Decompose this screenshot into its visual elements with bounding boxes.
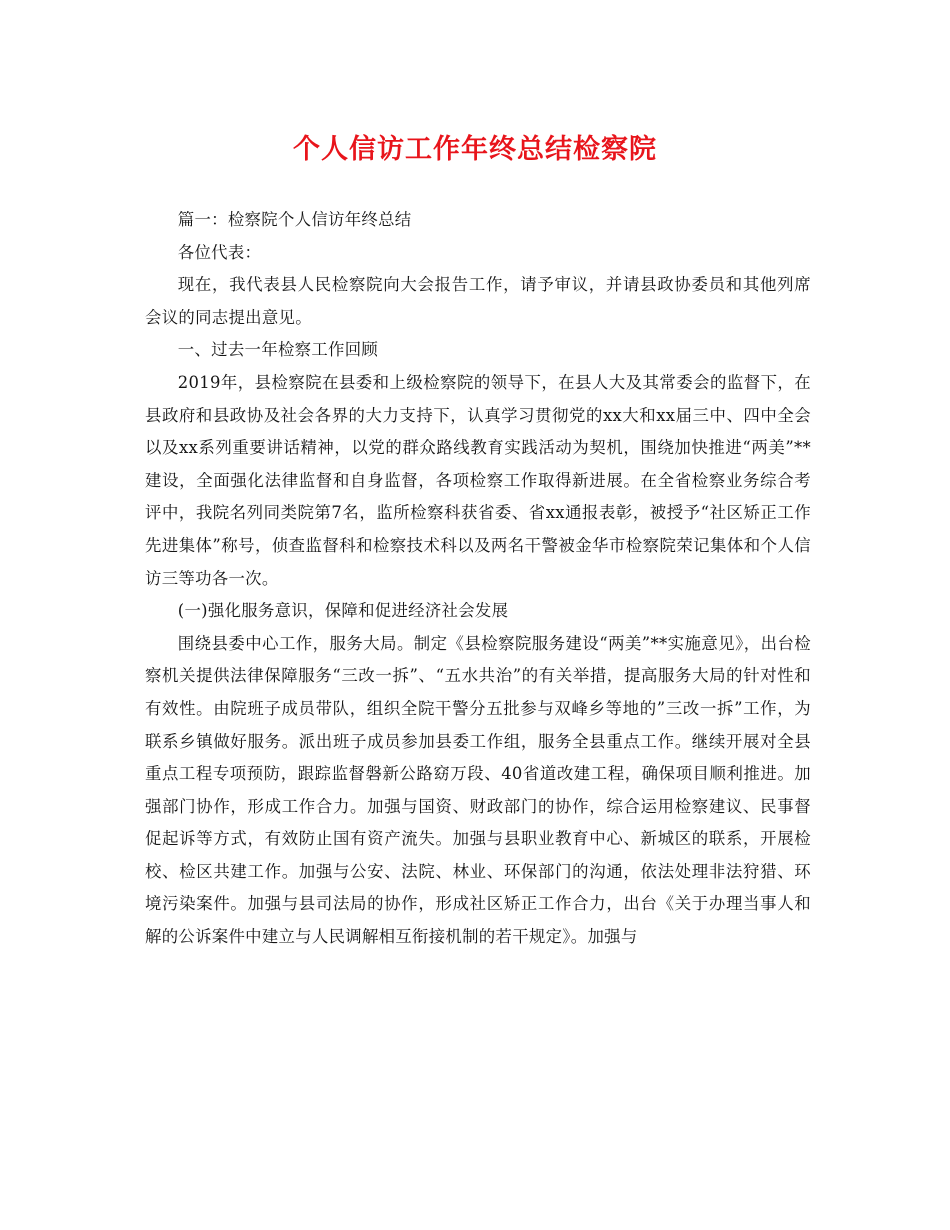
paragraph-subheading-service: (一)强化服务意识，保障和促进经济社会发展 bbox=[177, 601, 509, 621]
document-title: 个人信访工作年终总结检察院 bbox=[293, 134, 657, 165]
paragraph-section-heading: 篇一：检察院个人信访年终总结 bbox=[177, 210, 412, 229]
paragraph-review-body: 2019年，县检察院在县委和上级检察院的领导下，在县人大及其常委会的监督下，在县政府和县政协及社会各界的大力支持下，认真学习贯彻党的xx大和xx届三中、四中全会以及xx系列重要讲话精神，以党的群众路线教育实践活动为契机，围绕加快推进“两美”**建设，全面强化法律监督和自身监督，各项检察工作取得新进展。在全省检察业务综合考评中，我院名列同类院第7名，监所检察科获省委、省xx通报表彰，被授予“社区矫正工作先进集体”称号，侦查监督科和检察技术科以及两名干警被金华市检察院荣记集体和个人信访三等功各一次。 bbox=[145, 372, 811, 588]
paragraph-intro: 现在，我代表县人民检察院向大会报告工作，请予审议，并请县政协委员和其他列席会议的同志提出意见。 bbox=[145, 275, 811, 327]
paragraph-heading-review: 一、过去一年检察工作回顾 bbox=[177, 340, 379, 360]
paragraph-salutation: 各位代表： bbox=[177, 242, 262, 262]
paragraph-service-body: 围绕县委中心工作，服务大局。制定《县检察院服务建设“两美”**实施意见》，出台检察机关提供法律保障服务“三改一拆”、“五水共治”的有关举措，提高服务大局的针对性和有效性。由院班子成员带队，组织全院干警分五批参与双峰乡等地的”三改一拆”工作，为联系乡镇做好服务。派出班子成员参加县委工作组，服务全县重点工作。继续开展对全县重点工程专项预防，跟踪监督磐新公路窈万段、40省道改建工程，确保项目顺利推进。加强部门协作，形成工作合力。加强与国资、财政部门的协作，综合运用检察建议、民事督促起诉等方式，有效防止国有资产流失。加强与县职业教育中心、新城区的联系，开展检校、检区共建工作。加强与公安、法院、林业、环保部门的沟通，依法处理非法狩猎、环境污染案件。加强与县司法局的协作，形成社区矫正工作合力，出台《关于办理当事人和解的公诉案件中建立与人民调解相互衔接机制的若干规定》。加强与 bbox=[145, 633, 811, 947]
document-body bbox=[145, 204, 811, 954]
